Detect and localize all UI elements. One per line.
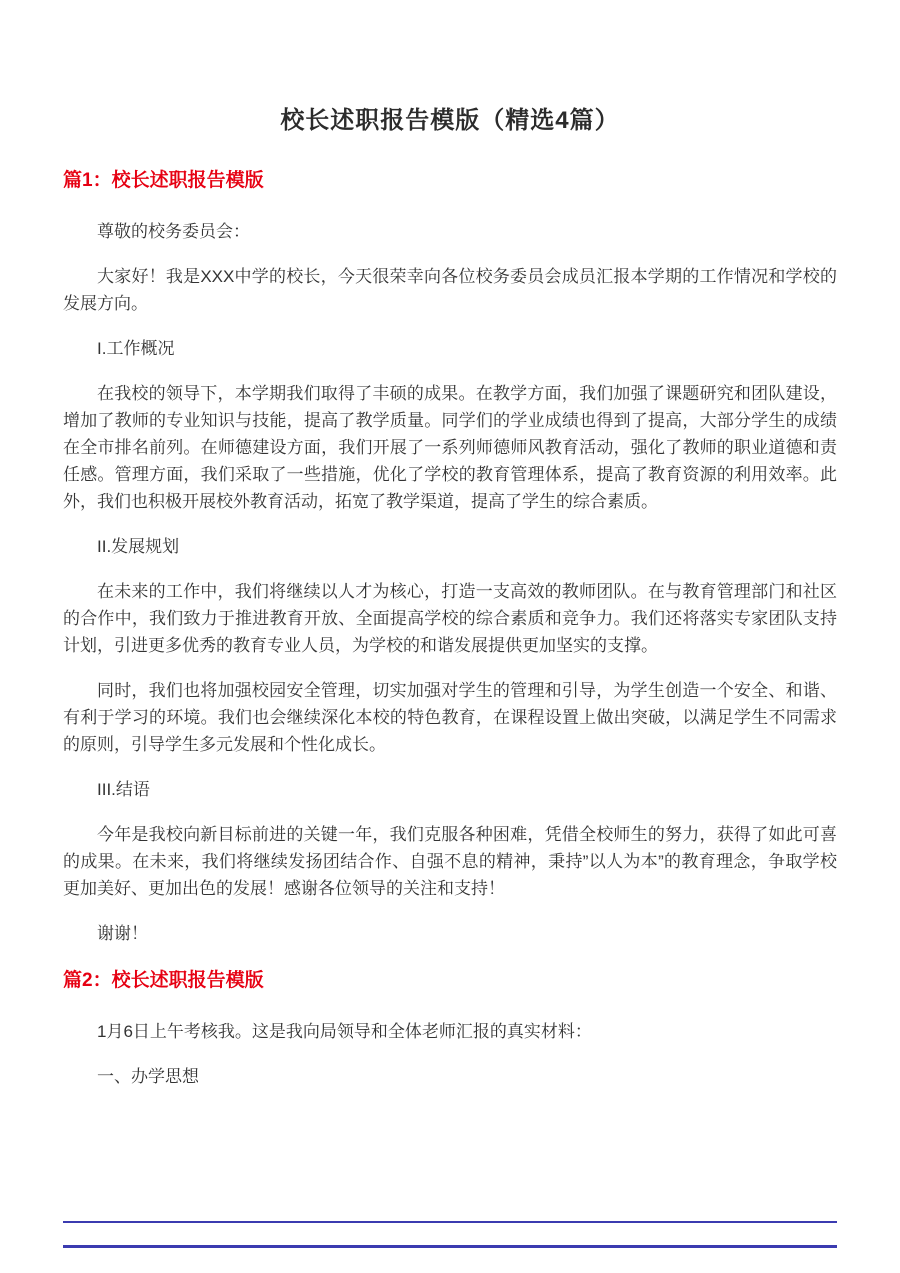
section-1-paragraph-salutation: 尊敬的校务委员会： <box>97 222 250 241</box>
section-1-heading: 篇1：校长述职报告模版 <box>63 170 264 191</box>
section-1-paragraph-development-plan-body-1: 在未来的工作中，我们将继续以人才为核心，打造一支高效的教师团队。在与教育管理部门和社区的合作中，我们致力于推进教育开放、全面提高学校的综合素质和竞争力。我们还将落实专家团队支持计划，引进更多优秀的教育专业人员，为学校的和谐发展提供更加坚实的支撑。 <box>63 582 837 655</box>
section-2-subheading-school-philosophy: 一、办学思想 <box>97 1067 199 1086</box>
document-title: 校长述职报告模版（精选4篇） <box>280 107 620 134</box>
footer-divider-bottom <box>63 1245 837 1248</box>
section-1-subheading-work-overview: I.工作概况 <box>97 339 175 358</box>
section-1-subheading-conclusion: III.结语 <box>97 780 150 799</box>
section-1-paragraph-thanks: 谢谢！ <box>97 924 148 943</box>
section-1-paragraph-conclusion-body: 今年是我校向新目标前进的关键一年，我们克服各种困难，凭借全校师生的努力，获得了如此可喜的成果。在未来，我们将继续发扬团结合作、自强不息的精神，秉持”以人为本”的教育理念，争取学校更加美好、更加出色的发展！感谢各位领导的关注和支持！ <box>63 825 837 898</box>
section-2-heading: 篇2：校长述职报告模版 <box>63 970 264 991</box>
section-1-paragraph-intro: 大家好！我是XXX中学的校长，今天很荣幸向各位校务委员会成员汇报本学期的工作情况和学校的发展方向。 <box>63 267 837 313</box>
section-1-paragraph-development-plan-body-2: 同时，我们也将加强校园安全管理，切实加强对学生的管理和引导，为学生创造一个安全、和谐、有利于学习的环境。我们也会继续深化本校的特色教育，在课程设置上做出突破，以满足学生不同需求的原则，引导学生多元发展和个性化成长。 <box>63 681 837 754</box>
section-2-paragraph-intro: 1月6日上午考核我。这是我向局领导和全体老师汇报的真实材料： <box>97 1022 592 1041</box>
section-1-subheading-development-plan: II.发展规划 <box>97 537 180 556</box>
section-1-paragraph-work-overview-body: 在我校的领导下，本学期我们取得了丰硕的成果。在教学方面，我们加强了课题研究和团队建设，增加了教师的专业知识与技能，提高了教学质量。同学们的学业成绩也得到了提高，大部分学生的成绩在全市排名前列。在师德建设方面，我们开展了一系列师德师风教育活动，强化了教师的职业道德和责任感。管理方面，我们采取了一些措施，优化了学校的教育管理体系，提高了教育资源的利用效率。此外，我们也积极开展校外教育活动，拓宽了教学渠道，提高了学生的综合素质。 <box>63 384 837 511</box>
footer-divider-top <box>63 1221 837 1223</box>
